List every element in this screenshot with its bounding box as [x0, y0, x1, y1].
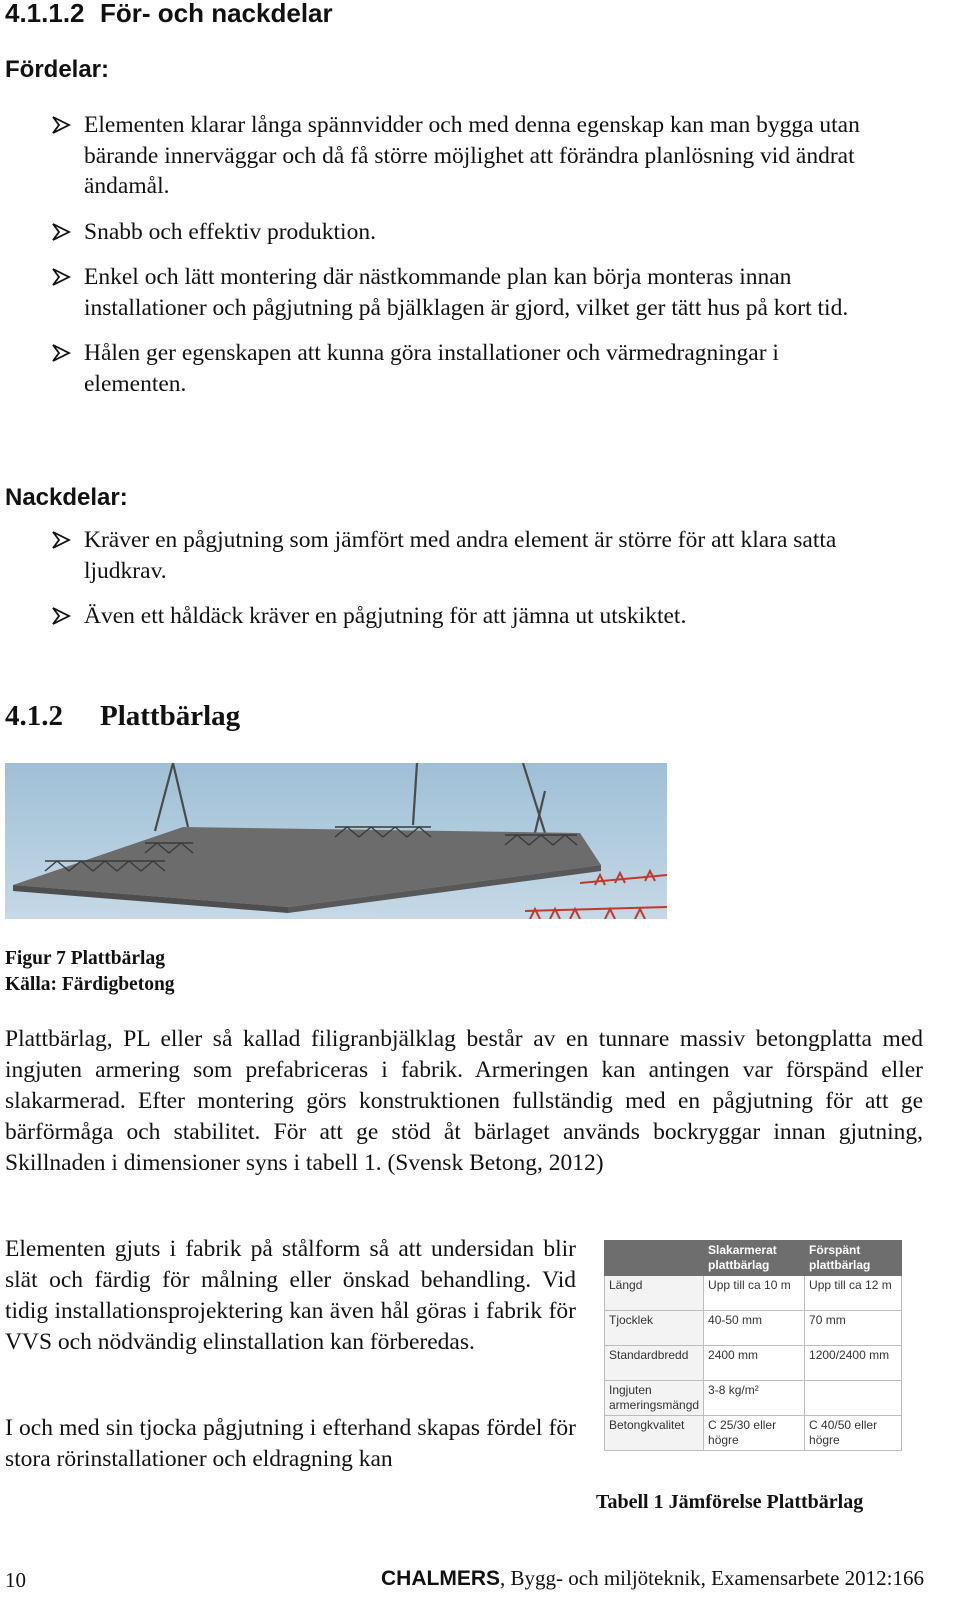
- list-item: Elementen klarar långa spännvidder och med denna egenskap kan man bygga utan bärande innerväggar och då få större möjlighet att förändra planlösning vid ändrat ändamål.: [5, 110, 905, 202]
- table-row: Ingjuten armeringsmängd 3-8 kg/m²: [605, 1381, 902, 1416]
- table-header-row: Slakarmerat plattbärlag Förspänt plattbärlag: [605, 1241, 902, 1276]
- section-heading: [5, 700, 240, 733]
- table-row: Längd Upp till ca 10 m Upp till ca 12 m: [605, 1276, 902, 1311]
- advantages-label: Fördelar:: [5, 56, 110, 83]
- list-item: Kräver en pågjutning som jämfört med andra element är större för att klara satta ljudkrav.: [5, 525, 905, 586]
- page-number: 10: [5, 1568, 26, 1592]
- body-paragraph: Plattbärlag, PL eller så kallad filigranbjälklag består av en tunnare massiv betongplatta med ingjuten armering som prefabriceras i fabrik. Armeringen kan antingen var förspänd eller slakarmerad. Efter montering görs konstruktionen fullständig med en pågjutning för att ge bärförmåga och stabilitet. För att ge stöd åt bärlaget används bockryggar innan gjutning, Skillnaden i dimensioner syns i tabell 1. (Svensk Betong, 2012): [5, 1026, 923, 1176]
- body-paragraph: I och med sin tjocka pågjutning i efterhand skapas fördel för stora rörinstallationer och eldragning kan: [5, 1415, 576, 1472]
- table-row: Tjocklek 40-50 mm 70 mm: [605, 1311, 902, 1346]
- subsection-number: 4.1.1.2: [5, 0, 85, 28]
- list-item: Hålen ger egenskapen att kunna göra installationer och värmedragningar i elementen.: [5, 338, 905, 399]
- disadvantages-list: [5, 525, 905, 632]
- figure-caption-title: Figur 7 Plattbärlag: [5, 948, 165, 969]
- figure-caption-source: Källa: Färdigbetong: [5, 974, 175, 995]
- section-title: Plattbärlag: [100, 700, 241, 732]
- table-row: Betongkvalitet C 25/30 eller högre C 40/50 eller högre: [605, 1416, 902, 1451]
- list-item: Snabb och effektiv produktion.: [5, 217, 905, 248]
- comparison-table: [604, 1240, 902, 1451]
- arrow-bullet-icon: [50, 110, 72, 140]
- section-number: 4.1.2: [5, 700, 63, 732]
- list-item: Även ett håldäck kräver en pågjutning för att jämna ut utskiktet.: [5, 601, 905, 632]
- figure-caption: [5, 946, 175, 998]
- subsection-title: För- och nackdelar: [100, 0, 333, 28]
- footer-text: [381, 1566, 924, 1591]
- plattbarlag-photo: [5, 763, 667, 919]
- arrow-bullet-icon: [50, 601, 72, 631]
- arrow-bullet-icon: [50, 525, 72, 555]
- list-item: Enkel och lätt montering där nästkommande plan kan börja monteras innan installationer och pågjutning på bjälklagen är gjord, vilket ger tätt hus på kort tid.: [5, 262, 905, 323]
- disadvantages-label: Nackdelar:: [5, 484, 128, 511]
- subsection-heading: [5, 0, 333, 29]
- footer-rest: , Bygg- och miljöteknik, Examensarbete 2012:166: [500, 1566, 924, 1590]
- arrow-bullet-icon: [50, 262, 72, 292]
- table-caption: Tabell 1 Jämförelse Plattbärlag: [596, 1491, 864, 1513]
- body-paragraph: Elementen gjuts i fabrik på stålform så att undersidan blir slät och färdig för målning eller önskad behandling. Vid tidig installationsprojektering kan även hål göras i fabrik för VVS och nödvändig elinstallation kan förberedas.: [5, 1236, 576, 1355]
- advantages-list: [5, 110, 905, 399]
- arrow-bullet-icon: [50, 338, 72, 368]
- table-row: Standardbredd 2400 mm 1200/2400 mm: [605, 1346, 902, 1381]
- footer-brand: CHALMERS: [381, 1567, 500, 1590]
- arrow-bullet-icon: [50, 217, 72, 247]
